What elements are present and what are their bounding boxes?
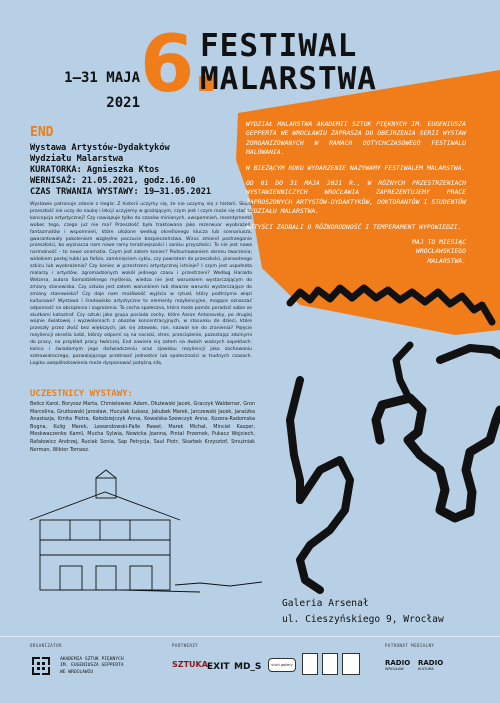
partner-exit-logo: EXIT xyxy=(207,662,230,672)
partner-logo-5 xyxy=(302,653,318,675)
organizer-label: ORGANIZATOR xyxy=(30,643,62,648)
partner-logo-6 xyxy=(322,653,338,675)
exhibition-subtitle-2: Wydziału Malarstwa xyxy=(30,154,124,164)
media-radio-kultura-logo: RADIO KULTURA xyxy=(418,659,444,671)
exhibition-curator: KURATORKA: Agnieszka Ktos xyxy=(30,165,160,175)
exhibition-info xyxy=(30,125,252,368)
dates-year: 2021 xyxy=(106,95,140,111)
partner-logo-7 xyxy=(342,653,360,675)
partner-sztuka-logo: SZTUKA xyxy=(172,660,208,669)
participants-list: Bełicz Karol, Borysoz Marta, Chmielowiec Adam, Dłużewski Jacek, Graczyk Waldemar, Gron Marcelina, Grutkowski Jarosław, Huculak Łukasz, Jakubek Marek, Jarczewski Jacek, Jaraśżka Anastazja, Kmita Piotra, Kołodziejczyk Anna, Kowalska-Szewczyk Anna, Kozera-Radomska Bogna, Kulig Marek, Lewandowski-Palle Paweł, Marek Michał, Minciel Kasper, Moskwaczenko Kamil, Mucha Sylwia, Nowicka Joanna, Pintal Przemek, Pukacz Wojciech, Rafałowicz Andrzej, Ruciak Sonia, Sap Petrycja, Saul Piotr, Skarbek Krzysztof, Smużniak Norman, Wiktor Tomasz. xyxy=(30,401,255,453)
participants-title: UCZESTNICY WYSTAWY: xyxy=(30,389,133,399)
footer-divider xyxy=(0,636,500,637)
edition-number: 6. xyxy=(140,20,218,110)
black-stroke-side xyxy=(290,380,300,500)
media-label: PATRONAT MEDIALNY xyxy=(385,643,435,648)
festival-dates xyxy=(30,66,140,116)
title-line-2: MALARSTWA xyxy=(200,61,377,97)
title-line-1: FESTIWAL xyxy=(200,28,358,64)
statement-paragraph-2: W BIEŻĄCYM ROKU WYDARZENIE NAZYWAMY FESTIWALEM MALARSTWA. xyxy=(246,163,466,172)
venue-info xyxy=(282,596,482,628)
statement-paragraph-5: MAJ TO MIESIĄC WROCŁAWSKIEGO MALARSTWA. xyxy=(412,238,466,265)
statement-paragraph-3: OD 01 DO 31 MAJA 2021 R., W RÓŻNYCH PRZESTRZENIACH WYSTAWIENNICZYCH WROCŁAWIA ZAPREZENTUJEMY PRACE ZAPROSZONYCH ARTYSTÓW-DYDAKTYKÓW, DOKTORANTÓW I STUDENTÓW WYDZIAŁU MALARSTWA. xyxy=(246,179,466,216)
exhibition-duration: CZAS TRWANIA WYSTAWY: 19–31.05.2021 xyxy=(30,187,212,197)
organizer-statement xyxy=(246,120,466,272)
black-stroke-large xyxy=(376,398,500,518)
asp-logo-icon xyxy=(30,655,52,677)
participants-section xyxy=(30,389,255,454)
partner-mds-logo: MD_S xyxy=(234,662,262,672)
venue-address: ul. Cieszyńskiego 9, Wrocław xyxy=(282,614,444,625)
organizer-name: AKADEMIA SZTUK PIĘKNYCH IM. EUGENIUSZA GEPPERTA WE WROCŁAWIU xyxy=(60,657,124,675)
partner-vivid-logo: vivid gallery xyxy=(268,658,296,672)
exhibition-name: END xyxy=(30,125,54,140)
statement-paragraph-1: WYDZIAŁ MALARSTWA AKADEMII SZTUK PIĘKNYCH IM. EUGENIUSZA GEPPERTA WE WROCŁAWIU ZAPRASZA DO OBEJRZENIA SERII WYSTAW ZORGANIZOWANYCH W RAMACH DOTYCHCZASOWEGO FESTIWALU MALOWANIA. xyxy=(246,120,466,157)
black-stroke-mid xyxy=(396,345,410,400)
black-stroke-right xyxy=(440,348,500,360)
exhibition-description: Wystawie patronuje zdanie z Hegla: Z historii uczymy się, że nie uczymy się z historii. Skoro przeszłość nie uczy do naukę i lekcji uczyjemy w grażającym, czym jest i czym może się stać ta koncepcja artystycznej? Czy nawiązuje tylko do czasów minionych, uwspomnień, resentymentó wobec tego, czego już nie ma? Przeszłość była traktowana jako rezerwuar wyobrażeń, fantazmatów i wspomnień, które ułożone według określonego klucza lub scenariusza, gwarantowały pokoleniom względne poczucie bezpieczeństwa. Wirus zmienił postrzeganie przeszłości, bo wyznacza nam nowe ramy teraźniejszości i zaniku przyszłości. To nie jest nowa normalność – to nowe onomatia. Czym jest zatem koniec? Podsumowaniem okresu tworzenia; widokiem postęj tubki po farbie, zamknięciem cyklu, czy powrotem do przeszłości, pierwotnego szkicu lub wyobrażenia? Czy koniec w przestrzeni artystycznej istnieje? I czym jest uspołnota malarzy i artystów, zgromadzonych wokół jednego czasu i przestrzeni? Według Haralda Welzera, autora Samodzielnego myślenia, wiedza nie jest warunkiem wystarczającym do zmiany stanowiska. Czy sztuka jest zatem warunkiem lub stwarze warunki wystarczające do zmiany stanowiska? Czy daje nam możliwość wyjścia w rytuał, który podtrzyma więzi kulturowe? Wystawa i środowisko artystyczne to elementy rezyliencyjne, mogące oznaczać odporność na obciążenia i zagrożenia. To cecha społeczna, która może pomóc poradzić sobie ze skutkami katastrof. Czy sztuki jako grupa posiada cechy, które Aaron Antonovsky, po drugiej wojnie światowej i wyzwoleniach z obozów koncentracyjnych, w stosunku do dzieci, które przeszły przez złość bez większych, jak się zdawało, ran, nazwał nie do zranienia? Pojęcie rezyliencji określa ludzi, którzy odporni są na naciski, stres, przeciążenie, pozostając zdolnymi do pracy, na przykład pracy twórczej. End zawiera się zatem na dwóch ważnych aspektach: końcu i świadomym jego doświadczeniu oraz zjawisku rezyliencji jako zachowaniu szdrowiatoczego, pozwalającego przetrwać jednostce lub społeczności w trudnych czasach. Logika uwspólnotowienia może dysponować potężną siłą. xyxy=(30,202,252,366)
dates-range: 1–31 MAJA xyxy=(64,70,140,86)
black-stroke-lower xyxy=(300,460,350,590)
exhibition-vernissage: WERNISAŻ: 21.05.2021, godz.16.00 xyxy=(30,176,196,186)
exhibition-subtitle-1: Wystawa Artystów-Dydaktyków xyxy=(30,143,170,153)
arsenal-building-sketch xyxy=(30,470,262,592)
media-radio-wroclaw-logo: RADIO WROCŁAW xyxy=(385,659,411,671)
venue-name: Galeria Arsenał xyxy=(282,598,369,609)
partners-label: PARTNERZY xyxy=(172,643,199,648)
statement-paragraph-4: ARTYŚCI ZADBALI O RÓŻNORODNOŚĆ I TEMPERAMENT WYPOWIEDZI. xyxy=(246,222,462,231)
festival-title xyxy=(200,30,377,96)
